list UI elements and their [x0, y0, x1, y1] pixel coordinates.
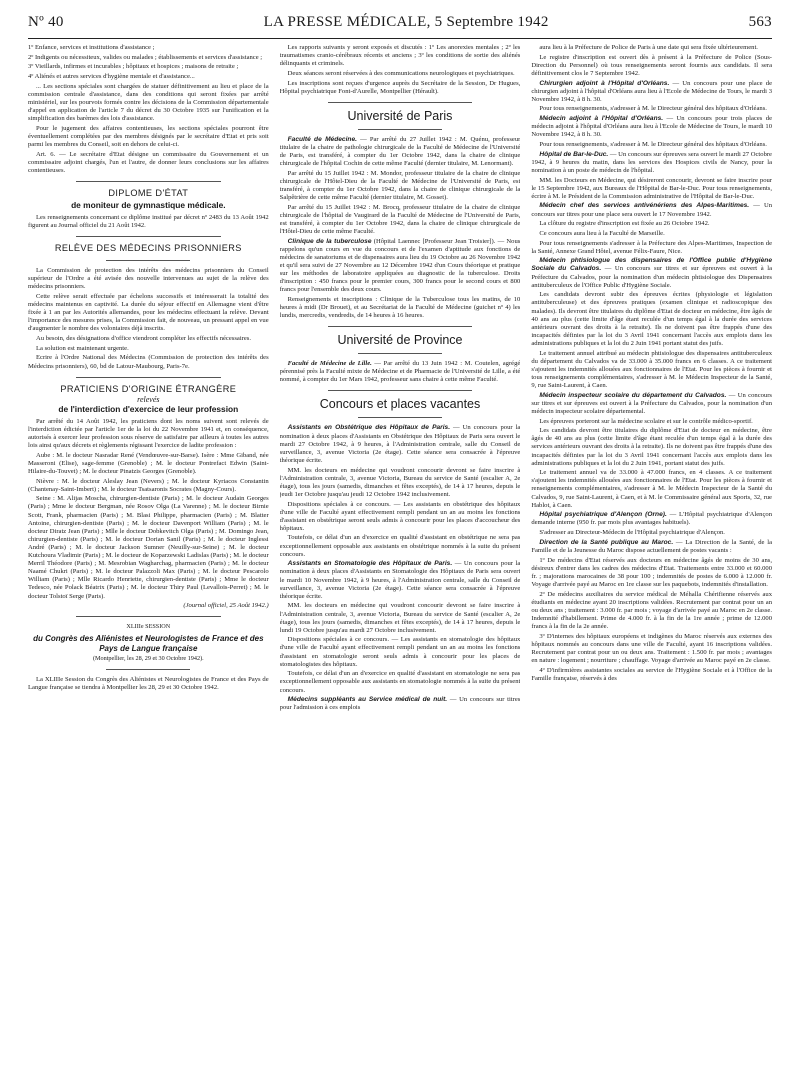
item-label: Assistants en Stomatologie des Hôpitaux de Paris. — [287, 560, 453, 568]
section-divider — [358, 417, 442, 418]
item-text: aura lieu à la Préfecture de Police de Paris à une date qui sera fixée ultérieurement. — [539, 44, 758, 51]
paragraph: ... Les sections spéciales sont chargées de statuer définitivement au lieu et place de la commission centrale d'assistance, dans des conditions qui seront fixées par arrêté ministériel, sur les pourvois formés contre les décisions de la Commission départementale d'appel en application de l'article 7 du décret du 30 Octobre 1935 sur l'unification et la simplification des barèmes des lois d'assistance. — [28, 82, 269, 123]
column-3 — [531, 44, 772, 1074]
paragraph: Deux séances seront réservées à des communications neurologiques et psychiatriques. — [287, 69, 515, 77]
item-text: Ce concours aura lieu à la Faculté de Marseille. — [539, 229, 665, 237]
section-divider — [76, 616, 220, 617]
item-text: Les candidats devront subir des épreuves écrites (physiologie et législation antituberculeuse) et des épreuves pratiques (examen clinique et radioscopique des malades). Ils devront être titulaires du diplôme d'Etat de docteur en médecine, être âgés de 40 ans au plus (cette limite d'âge étant reculée d'un temps égal à la durée des services antérieurs ouvrant des droits à la retraite). Ils ne doivent pas être frappés d'une des incapacités définies par la loi du 3 Avril 1941 concernant l'accès aux emplois dans les administrations publiques et la loi du 2 Juin 1941 portant statut des juifs. — [531, 291, 772, 347]
paragraph: Par arrêté du 14 Août 1942, les praticiens dont les noms suivent sont relevés de l'interdiction édictée par l'article 1er de la loi du 22 Novembre 1941 et, en conséquence, autorisés à exercer leur profession sous réserve de satisfaire par ailleurs à toutes les autres lois ainsi qu'aux décrets et règlements régissant l'exercice de ladite profession : — [28, 417, 269, 450]
item-text: — L'Hôpital psychiatrique d'Alençon demande interne (950 fr. par mois plus avantages habituels). — [531, 511, 772, 527]
paragraph — [531, 80, 772, 104]
paragraph — [531, 529, 772, 537]
item-label: Hôpital psychiatrique d'Alençon (Orne). — [539, 511, 667, 519]
paragraph: Cette relève serait effectuée par échelons successifs et intéresserait la totalité des médecins maintenus en captivité. La durée du séjour effectif en Allemagne vient d'être fixée à 1 an par les Autorités allemandes, pour les médecins effectuant la relève. Devant l'importance des mesures prises, la Commission fait, de nouveau, un pressant appel en vue d'augmenter le nombre des volontaires déjà inscrits. — [28, 293, 269, 333]
section-divider — [76, 181, 220, 182]
item-label: Médecin phtisiologue des dispensaires de l'Office public d'Hygiène Sociale du Calvados. — [531, 257, 772, 273]
paragraph — [280, 696, 521, 712]
paragraph — [280, 296, 521, 320]
item-text: 1º De médecins d'Etat réservés aux docteurs en médecine âgés de moins de 30 ans, désireux d'entrer dans les cadres des médecins d'Etat. Traitements entre 33.000 et 60.000 fr. ; majorations marocaines de 38 pour 100 ; indemnités de postes de 6.000 à 12.000 fr. Voyage d'arrivée payé au Maroc en 1re classe sur les paquebots, indemnités d'installation. — [531, 556, 772, 588]
item-text: (Hôpital Laennec [Professeur Jean Troisier]). — Nous rappelons qu'un cours en vue du concours et de l'examen d'aptitude aux fonctions de médecins de sanatoriums et de dispensaires aura lieu du 19 Octobre au 26 Novembre 1942 et qu'il sera suivi de 27 Novembre au 12 Décembre 1942 d'un Cours théorique et pratique sur les méthodes de laboratoire appliquées au diagnostic de la tuberculose. Droits d'inscription : 450 francs pour le premier cours, 300 francs pour le second cours et 800 francs pour l'ensemble des deux cours. — [279, 237, 521, 294]
item-text: Renseignements et inscriptions : Clinique de la Tuberculose tous les matins, de 10 heures à midi (Dr Brouet), et au Secrétariat de la Faculté de Médecine (guichet nº 4) les lundis, mercredis, vendredis, de 14 heures à 16 heures. — [279, 295, 521, 320]
item-label: Chirurgien adjoint à l'Hôpital d'Orléans. — [539, 79, 670, 87]
diploma-heading: DIPLOME D'ÉTAT — [108, 187, 189, 198]
running-head — [28, 14, 772, 38]
column-2 — [280, 44, 521, 1074]
paragraph — [531, 539, 772, 555]
paragraph: Pour le jugement des affaires contentieuses, les sections spéciales pourront être éventuellement complétées par des membres désignés par le secrétaire d'Etat et pris soit parmi les membres du Conseil, soit en dehors de celui-ci. — [28, 124, 269, 148]
item-text: — Un concours sur titres et sur épreuves est ouvert à la Préfecture du Calvados, pour la nomination d'un médecin phtisiologue des Dispensaires antituberculeux de l'Office Public d'Hygiène Sociale. — [531, 265, 772, 289]
paragraph — [531, 511, 772, 527]
item-label: Faculté de Médecine de Lille. — [287, 360, 372, 368]
item-label: Médecins suppléants au Service médical de nuit. — [287, 696, 448, 704]
item-text: — Un concours sur titres et sur épreuves est ouvert à la Préfecture du Calvados, pour la nomination d'un médecin inspecteur scolaire départemental. — [531, 391, 772, 415]
item-text: MM. les Docteurs en Médecine, qui désireront concourir, devront se faire inscrire pour le 15 Septembre 1942, aux Bureaux de l'Hôpital de Bar-le-Duc. Pour tous renseignements, écrire à M. le Président de la Commission administrative de l'Hôpital de Bar-le-Duc. — [531, 176, 772, 200]
item-label: Médecin adjoint à l'Hôpital d'Orléans. — [539, 115, 664, 123]
diploma-subheading: de moniteur de gymnastique médicale. — [71, 199, 226, 210]
item-text: — Un concours pour trois places de médecin adjoint à l'hôpital d'Orléans aura lieu à l'Ecole de Médecine de Tours, le mardi 10 Novembre 1942, à 8 h. 30. — [531, 115, 772, 139]
paragraph — [531, 257, 772, 289]
paragraph — [531, 177, 772, 201]
item-text: Les candidats devront être titulaires du diplôme d'Etat de docteur en médecine, être âgés de 40 ans au plus (cette limite d'âge étant reculée d'un temps égal à la durée des services antérieurs ouvrant des droits à la retraite). Ils ne doivent pas être frappés d'une des incapacités définies par la loi du 3 Avril 1941 concernant l'accès aux emplois dans les administrations publiques et la loi du 2 Juin 1941, portant statut des juifs. — [531, 427, 772, 467]
page-number: 563 — [748, 14, 772, 30]
paragraph: Les inscriptions sont reçues d'urgence auprès du Secrétaire de la Session, Dr Hugues, Hôpital psychiatrique Font-d'Aurelle, Montpellier (Hérault). — [279, 79, 521, 95]
header-rule — [28, 38, 772, 39]
paragraph: Nièvre : M. le docteur Aleslay Jean (Nevers) ; M. le docteur Kyriacos Constantin (Chantenay-Saint-Imbert) ; M. le docteur Tsatsaronis Socrates (Magny-Cours). — [28, 477, 269, 493]
paragraph — [531, 633, 772, 665]
paragraph — [531, 141, 772, 149]
item-label: Clinique de la tuberculose — [287, 237, 372, 245]
item-text: — Par arrêté du 27 Juillet 1942 : M. Quénu, professeur titulaire de la chaire de pathologie chirurgicale de la Faculté de Médecine de l'Université de Paris, est transféré, à compter du 1er Octobre 1942, dans la chaire de clinique chirurgicale de l'hôpital Cochin de cette même Faculté (dernier titulaire, M. Lenormant). — [279, 135, 521, 168]
section-divider — [76, 377, 220, 378]
paragraph — [531, 392, 772, 416]
paragraph — [280, 136, 521, 168]
item-text: Toutefois, ce délai d'un an d'exercice en qualité d'assistant en obstétrique ne sera pas exceptionnellement opposable aux assistants en obstétrique nommés à la suite du présent concours. — [279, 534, 521, 558]
paragraph — [280, 238, 521, 295]
congress-session: XLIIIe SESSION — [126, 623, 171, 631]
item-text: Le registre d'inscription est ouvert dès à présent à la Préfecture de Police (Sous-Direction du Personnel) où tous renseignements seront fournis aux candidats. Il sera définitivement clos le 7 Septembre 1942. — [531, 53, 772, 77]
paragraph — [280, 560, 521, 600]
paragraph — [280, 602, 521, 634]
foreign-heading: PRATICIENS D'ORIGINE ÉTRANGÈRE — [60, 383, 237, 394]
paragraph — [280, 501, 521, 533]
paragraph — [531, 105, 772, 113]
concours-heading: Concours et places vacantes — [319, 397, 481, 412]
columns — [28, 44, 772, 1074]
item-text: Le traitement annuel attribué au médecin phtisiologue des dispensaires antituberculeux du département du Calvados va de 33.000 à 35.000 francs en 6 classes. A ce traitement s'ajoutent les indemnités allouées aux fonctionnaires de l'Etat. Pour les pièces à fournir et tous renseignements complémentaires, s'adresser à M. le Médecin Inspecteur de la Santé, 9, rue Saint-Laurent, à Caen. — [531, 349, 772, 389]
section-divider — [328, 390, 472, 391]
item-text: La clôture du registre d'inscription est fixée au 26 Octobre 1942. — [539, 220, 710, 228]
item-text: 3º D'internes des hôpitaux européens et indigènes du Maroc réservés aux externes des hôpitaux nommés au concours dans une ville de Faculté, ayant 16 inscriptions validées. Recrutement par contrat pour un ou deux ans. Traitement : 1.500 fr. par mois ; avantages en nature : logement ; nourriture ; chauffage. Voyage d'arrivée au Maroc payé en 2e classe. — [531, 632, 772, 664]
paragraph: La XLIIIe Session du Congrès des Aliénistes et Neurologistes de France et des Pays de Langue française se tiendra à Montpellier les 28, 29 et 30 Octobre 1942. — [28, 676, 269, 692]
paragraph — [531, 151, 772, 175]
paragraph — [280, 467, 521, 499]
paragraph — [531, 667, 772, 683]
paragraph — [531, 418, 772, 426]
paragraph: Seine : M. Alijas Moscha, chirurgien-dentiste (Paris) ; M. le docteur Audain Georges (Paris) ; Mme le docteur Bergman, née Rosov Olga (La Varenne) ; M. le docteur Birnie Scott, Frank, pharmacien (Paris) ; M. Blasi Philippe, pharmacien (Paris) ; M. Blatter Antoine, chirurgien-dentiste (Paris) ; M. le docteur Davenport William (Paris) ; M. le docteur Diratz Jean (Paris) ; Mlle le docteur Dobkevitch Olga (Paris) ; M. Domingo Jean, chirurgien-dentiste (Paris) ; M. le docteur Dorian Sanil (Paris) ; M. le docteur Inglessi André (Paris) ; M. le docteur Jackson Sumner (Neuilly-sur-Seine) ; M. le docteur Kutchoura Vladimir (Paris) ; M. le docteur de Koparzewski Ladislas (Paris) ; M. le docteur Merril Théodore (Paris) ; M. Mesrobian Wagharchag, pharmacien (Paris) ; M. le docteur Naamé Chukri (Paris) ; M. le docteur Palazzoli Max (Paris) ; M. le docteur Pescarolo William (Paris) ; Mlle Ricardo Henriette, chirurgien-dentiste (Paris) ; Mme le docteur Tedesco, née Polack Béatrix (Paris) ; M. le docteur Thiry Paul (Levallois-Perret) ; M. le docteur Tolstoï Serge (Paris). — [28, 495, 269, 600]
paragraph — [531, 220, 772, 228]
paragraph — [280, 204, 521, 236]
item-text: Le traitement annuel va de 33.000 à 47.000 francs, en 4 classes. A ce traitement s'ajoutent les indemnités allouées aux fonctionnaires de l'Etat. Pour les pièces à fournir et renseignements complémentaires, s'adresser à M. le Médecin Inspecteur de la Santé du Calvados, 9, rue Saint-Laurent, à Caen, et à M. le Commissaire général aux Sports, 32, rue Hablot, à Caen. — [531, 469, 772, 509]
item-text: Toutefois, ce délai d'un an d'exercice en qualité d'assistant en stomatologie ne sera pas exceptionnellement opposable aux assistants en stomatologie nommés à la suite du présent concours. — [279, 670, 521, 694]
journal-title: LA PRESSE MÉDICALE, 5 Septembre 1942 — [263, 14, 549, 30]
item-label: Faculté de Médecine. — [287, 135, 357, 143]
column-3-items — [531, 44, 772, 683]
paragraph: 4º Aliénés et autres services d'hygiène mentale et d'assistance... — [28, 73, 195, 81]
item-text: Dispositions spéciales à ce concours. — Les assistants en obstétrique des hôpitaux d'une ville de Faculté ayant effectivement rempli pendant un an au moins les fonctions d'assistant en obstétrique seront seuls admis à concourir pour les places d'accoucheur des hôpitaux. — [279, 500, 521, 532]
paragraph — [531, 350, 772, 390]
source-citation: (Journal officiel, 25 Août 1942.) — [183, 602, 269, 610]
item-label: Assistants en Obstétrique des Hôpitaux de Paris. — [287, 424, 451, 432]
section-divider — [328, 326, 472, 327]
paragraph — [531, 291, 772, 348]
issue-number: Nº 40 — [28, 14, 64, 30]
paragraph — [531, 44, 772, 52]
item-text: — Un concours sur épreuves sera ouvert le mardi 27 Octobre 1942, à 9 heures du matin, dans les services des Hospices civils de Nancy, pour la nomination à un poste de médecin de l'hôpital. — [531, 150, 772, 174]
paragraph — [280, 424, 521, 464]
paragraph: 2º Indigents ou nécessiteux, valides ou malades ; établissements et services d'assistance ; — [28, 53, 263, 61]
item-text: — Un concours pour une place de chirurgien adjoint à l'hôpital d'Orléans aura lieu à l'Ecole de Médecine de Tours, le mardi 3 Novembre 1942, à 8 h. 30. — [531, 79, 772, 103]
paris-heading: Université de Paris — [347, 108, 453, 123]
item-text: — Un concours sur titres pour une place sera ouvert le 17 Novembre 1942. — [531, 202, 772, 218]
item-text: Par arrêté du 15 Juillet 1942 : M. Mondor, professeur titulaire de la chaire de clinique chirurgicale de l'Hôtel-Dieu de la Faculté de Médecine de l'Université de Paris, est transféré, à compter du 1er Octobre 1942, dans la chaire de clinique chirurgicale de la Salpêtrière de cette même Faculté (dernier titulaire, M. Gosset). — [279, 169, 521, 201]
paragraph: Au besoin, des désignations d'office viendront compléter les effectifs nécessaires. — [36, 335, 251, 343]
paragraph — [531, 230, 772, 238]
paragraph — [280, 534, 521, 558]
paragraph: La Commission de protection des intérêts des médecins prisonniers du Conseil supérieur de l'Ordre a été avisée des nouvelle intervenues au sujet de la relève des médecins prisonniers. — [28, 267, 269, 291]
foreign-relieved: relevés — [137, 394, 160, 404]
paragraph — [280, 636, 521, 668]
paragraph: 1º Enfance, services et institutions d'assistance ; — [28, 44, 155, 51]
column-1 — [28, 44, 269, 1074]
province-heading: Université de Province — [337, 333, 463, 348]
congress-heading: du Congrès des Aliénistes et Neurologistes de France et des Pays de Langue française — [33, 634, 264, 653]
section-divider — [76, 236, 220, 237]
paragraph — [531, 557, 772, 589]
item-text: 4º D'infirmières assistantes sociales au service de l'Hygiène Sociale et à l'Office de la Famille française, réservés à des — [531, 666, 772, 682]
prisoners-heading: RELÈVE DES MÉDECINS PRISONNIERS — [54, 243, 242, 254]
paragraph: Aube : M. le docteur Nasradar René (Vendœuvre-sur-Barse). Isère : Mme Giband, née Masseroni (Elise), sage-femme (Grenoble) ; M. le docteur Pontrefact Edwin (Saint-Hilaire-du-Touvet) ; M. le docteur Pinatzis Georges (Grenoble). — [28, 451, 269, 475]
paragraph — [280, 360, 521, 384]
item-text: MM. les docteurs en médecine qui voudront concourir devront se faire inscrire à l'Administration centrale, 3, avenue Victoria, Bureau du service de Santé (escalier A, 2e étage), tous les jours (samedis, dimanches et fêtes exceptés), de 14 à 17 heures, depuis le lundi 19 Octobre jusqu'au mardi 27 Octobre inclusivement. — [279, 602, 521, 634]
foreign-subheading: de l'interdiction d'exercice de leur profession — [58, 403, 239, 414]
paragraph — [531, 240, 772, 256]
item-label: Médecin inspecteur scolaire du département du Calvados. — [539, 391, 727, 399]
paragraph — [531, 469, 772, 509]
concours-items — [280, 424, 521, 712]
paragraph: Art. 6. — Le secrétaire d'Etat désigne un commissaire du Gouvernement et un commissaire adjoint chargés, l'un et l'autre, de donner leurs conclusions sur les affaires contentieuses. — [28, 150, 269, 174]
paragraph: Les rapports suivants y seront exposés et discutés : 1º Les anorexies mentales ; 2º les traumatismes cranio-cérébraux récents et anciens ; 3º les conditions de sortie des aliénés délinquants et criminels. — [279, 44, 521, 68]
paragraph — [280, 670, 521, 694]
item-text: S'adresser au Directeur-Médecin de l'Hôpital psychiatrique d'Alençon. — [539, 529, 725, 537]
congress-place: (Montpellier, les 28, 29 et 30 Octobre 1942). — [92, 655, 204, 663]
item-text: 2º De médecins auxiliaires du service médical de Méhalla Chérifienne réservés aux étudiants en médecine ayant 20 inscriptions validées. Recrutement par contrat pour un an ou deux ans ; traitement : 3.000 fr. par mois ; voyage d'arrivée payé au Maroc en 2e classe. Indemnité d'habillement. Prime de 4.000 fr. à la fin de la 1re année ; prime de 12.000 francs à la fin de la 2e année. — [531, 590, 772, 630]
item-text: — Un concours pour la nomination à deux places d'Assistants en Stomatologie des Hôpitaux de Paris sera ouvert le mardi 10 Novembre 1942, à 9 heures, à l'Administration centrale, salle du Conseil de surveillance, 3, avenue Victoria (2e étage). Cette séance sera consacrée à l'épreuve théorique écrite. — [279, 560, 521, 600]
section-divider — [106, 260, 190, 261]
paragraph — [531, 115, 772, 139]
paragraph: La solution est maintenant urgente. — [36, 344, 129, 352]
paragraph — [531, 591, 772, 631]
item-text: Pour tous renseignements, s'adresser à M. le Directeur général des hôpitaux d'Orléans. — [539, 141, 767, 148]
paragraph — [531, 427, 772, 467]
paragraph: Ecrire à l'Ordre National des Médecins (Commission de protection des intérêts des Médecins prisonniers), 60, bd de Latour-Maubourg, Paris-7e. — [28, 354, 269, 370]
item-text: — Un concours pour la nomination à deux places d'Assistants en Obstétrique des Hôpitaux de Paris sera ouvert le mardi 27 Octobre 1942, à 9 heures, à l'Administration centrale, salle du Conseil de surveillance, 3, avenue Victoria (2e étage). Cette séance sera consacrée à l'épreuve théorique écrite. — [279, 424, 521, 464]
item-text: MM. les docteurs en médecine qui voudront concourir devront se faire inscrire à l'Administration centrale, 3, avenue Victoria, Bureau du service de Santé (escalier A, 2e étage), tous les jours (samedis, dimanches et fêtes exceptés), de 14 à 17 heures, depuis le jeudi 1er Octobre jusqu'au jeudi 12 Octobre 1942 inclusivement. — [279, 466, 521, 498]
paragraph: 3º Vieillards, infirmes et incurables ; hôpitaux et hospices ; maisons de retraite ; — [28, 63, 239, 71]
section-divider — [358, 353, 442, 354]
item-text: Les épreuves porteront sur la médecine scolaire et sur le contrôle médico-sportif. — [539, 417, 753, 425]
item-text: Dispositions spéciales à ce concours. — Les assistants en stomatologie des hôpitaux d'une ville de Faculté ayant effectivement rempli pendant un an au moins les fonctions d'assistant en stomatologie seront seuls admis à concourir pour les places de stomatologistes des hôpitaux. — [279, 636, 521, 668]
paris-items — [280, 136, 521, 320]
item-text: Pour tous renseignements, s'adresser à M. le Directeur général des hôpitaux d'Orléans. — [539, 105, 767, 113]
item-label: Médecin chef des services antivénériens des Alpes-Maritimes. — [539, 202, 750, 210]
paragraph — [531, 54, 772, 78]
item-text: Pour tous renseignements s'adresser à la Préfecture des Alpes-Maritimes, Inspection de la Santé, Annexe Grand Hôtel, avenue Félix-Faure, Nice. — [531, 239, 772, 255]
section-divider — [328, 102, 472, 103]
paragraph — [280, 170, 521, 202]
item-label: Direction de la Santé publique au Maroc. — [539, 538, 674, 546]
item-text: — Par arrêté du 13 Juin 1942 : M. Coutelen, agrégé pérennisé près la Faculté mixte de Médecine et de Pharmacie de l'Université de Lille, a été nommé, à compter du 1er Mars 1942, professeur sans chaire à cette même Faculté. — [279, 360, 521, 384]
item-label: Hôpital de Bar-le-Duc. — [539, 150, 609, 158]
item-text: — Un concours sur titres pour l'admission à ces emplois — [279, 696, 521, 712]
item-text: Par arrêté du 15 Juillet 1942 : M. Brocq, professeur titulaire de la chaire de clinique chirurgicale de l'hôpital de Vaugirard de la Faculté de Médecine de l'Université de Paris, est transféré, à compter du 1er Octobre 1942, dans la chaire de clinique chirurgicale de l'Hôtel-Dieu de cette même Faculté. — [279, 203, 521, 235]
paragraph — [531, 202, 772, 218]
item-text: — La Direction de la Santé, de la Famille et de la Jeunesse du Maroc dispose actuellement de postes vacants : — [531, 538, 772, 554]
section-divider — [106, 669, 190, 670]
section-divider — [358, 129, 442, 130]
paragraph: Les renseignements concernant ce diplôme institué par décret nº 2483 du 13 Août 1942 figurent au Journal officiel du 21 Août 1942. — [28, 213, 269, 230]
